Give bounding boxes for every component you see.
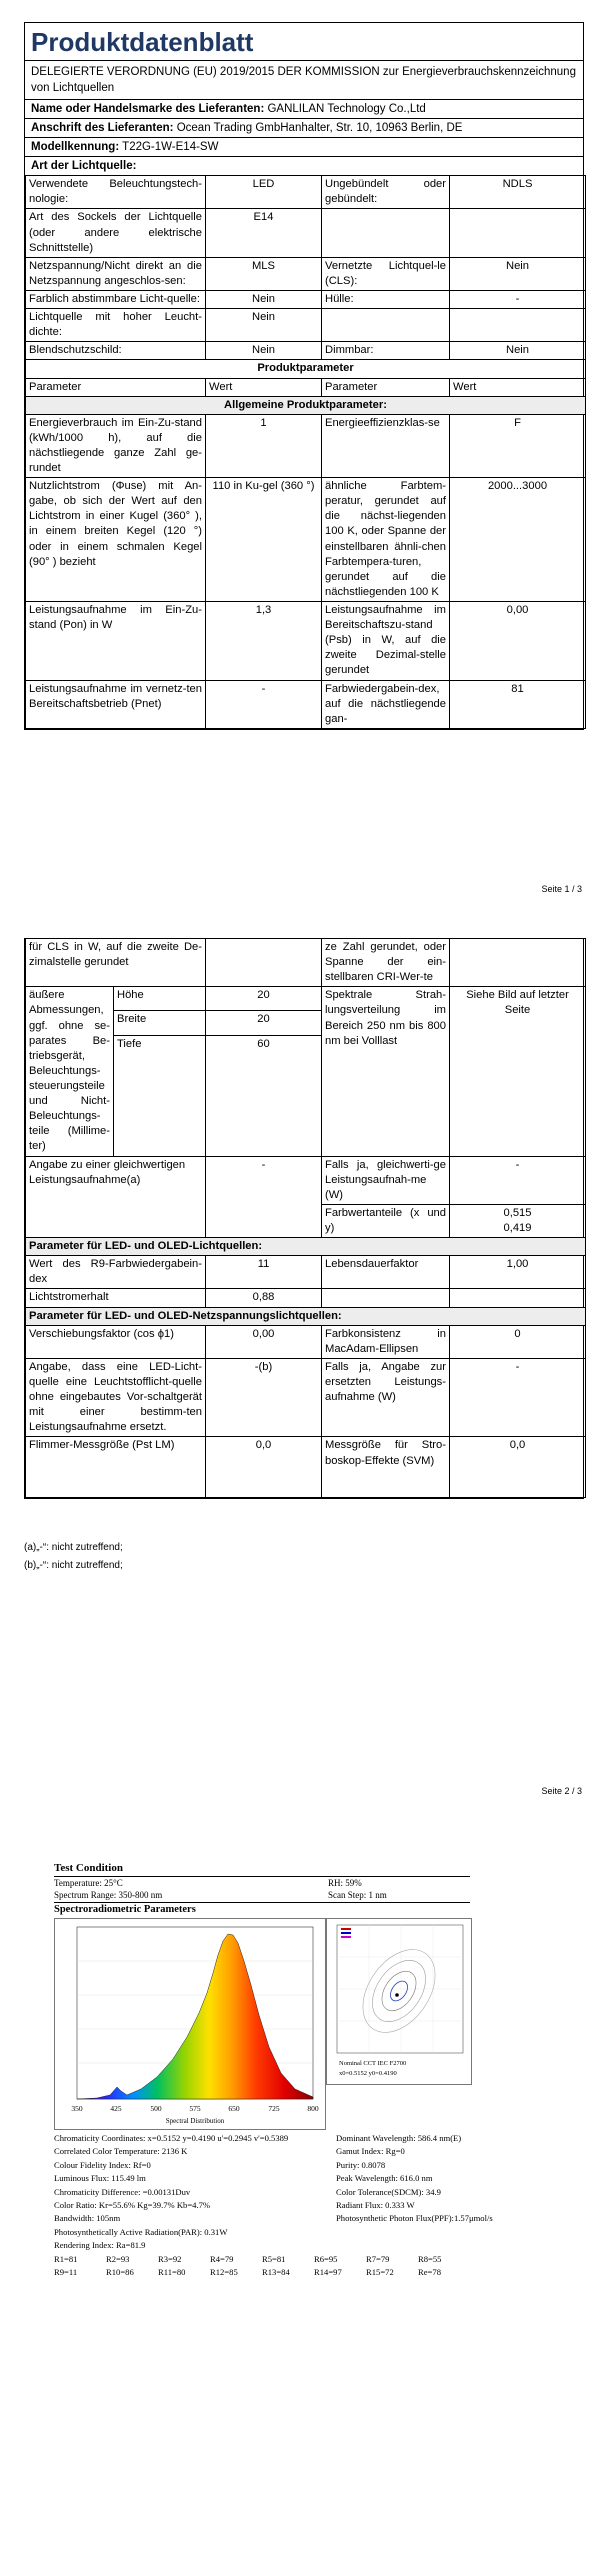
- cell: [322, 209, 450, 257]
- cell: [206, 939, 322, 987]
- result-row: [54, 2186, 493, 2199]
- supplier-address-value: Ocean Trading GmbHanhalter, Str. 10, 10963 Berlin, DE: [176, 122, 463, 135]
- cell: Vernetzte Lichtquel-le (CLS):: [322, 257, 450, 290]
- test-condition-title: Test Condition: [54, 1862, 123, 1874]
- cell: [450, 209, 586, 257]
- regulation-subtitle: DELEGIERTE VERORDNUNG (EU) 2019/2015 DER KOMMISSION zur Energieverbrauchskennzeichnung von Lichtquellen: [25, 61, 583, 100]
- page-1: [0, 0, 608, 900]
- cie-legend: [341, 1928, 351, 1938]
- cell: 1: [206, 414, 322, 477]
- cell: ähnliche Farbtem-peratur, gerundet auf die nächst-liegenden 100 K, oder Spanne der einstellbaren ähnli-chen Farbtempera-turen, gerundet auf die nächstliegenden 100 K: [322, 478, 450, 602]
- cell: Hülle:: [322, 290, 450, 308]
- result-left: Bandwidth: 105nm: [54, 2213, 121, 2224]
- cell: Messgröße für Stro-boskop-Effekte (SVM): [322, 1437, 450, 1498]
- light-source-type-header: Art der Lichtquelle:: [31, 160, 137, 173]
- cell: 1,3: [206, 602, 322, 681]
- col-header-parameter: Parameter: [26, 378, 206, 396]
- general-params-header: Allgemeine Produktparameter:: [26, 396, 586, 414]
- table-row: [26, 987, 586, 1011]
- cell: Verschiebungsfaktor (cos ϕ1): [26, 1325, 206, 1358]
- datasheet-page-2: [24, 938, 584, 1499]
- cell: Blendschutzschild:: [26, 342, 206, 360]
- spectral-distribution-value: Siehe Bild auf letzter Seite: [450, 987, 586, 1156]
- result-right: Radiant Flux: 0.333 W: [336, 2200, 415, 2211]
- cell: [450, 309, 586, 342]
- page-title: Produktdatenblatt: [25, 23, 583, 61]
- result-row: [54, 2226, 493, 2239]
- supplier-address-row: [25, 119, 583, 138]
- spectro-title: Spectroradiometric Parameters: [54, 1904, 196, 1915]
- cell: Nein: [450, 257, 586, 290]
- r-value: R13=84: [262, 2267, 290, 2278]
- supplier-name-value: GANLILAN Technology Co.,Ltd: [267, 103, 426, 116]
- result-row: [54, 2212, 493, 2225]
- col-header-value: Wert: [206, 378, 322, 396]
- r-values-row-1: [54, 2253, 493, 2266]
- led-params-header: Parameter für LED- und OLED-Lichtquellen:: [26, 1238, 586, 1256]
- cell: Nein: [206, 342, 322, 360]
- r-value: R11=80: [158, 2267, 186, 2278]
- table-row: [26, 478, 586, 602]
- model-row: [25, 138, 583, 157]
- model-label: Modellkennung:: [31, 141, 120, 154]
- result-right: Photosynthetic Photon Flux(PPF):1.57μmol/s: [336, 2213, 493, 2224]
- cell: F: [450, 414, 586, 477]
- cell: Dimmbar:: [322, 342, 450, 360]
- x-axis-label: Spectral Distribution: [165, 2117, 225, 2125]
- mains-params-header: Parameter für LED- und OLED-Netzspannungslichtquellen:: [26, 1307, 586, 1325]
- cell: Ungebündelt oder gebündelt:: [322, 176, 450, 209]
- cell: Falls ja, Angabe zur ersetzten Leistungs-aufnahme (W): [322, 1358, 450, 1437]
- cell: Farbwiedergabein-dex, auf die nächstliegende gan-: [322, 680, 450, 728]
- depth-label: Tiefe: [114, 1035, 206, 1156]
- x-tick: 425: [110, 2104, 122, 2113]
- cell: Art des Sockels der Lichtquelle (oder andere elektrische Schnittstelle): [26, 209, 206, 257]
- r-value: R9=11: [54, 2267, 78, 2278]
- divider: [54, 1902, 470, 1903]
- table-row: [26, 1156, 586, 1204]
- table-row: [26, 309, 586, 342]
- table-row: [26, 1289, 586, 1307]
- height-label: Höhe: [114, 987, 206, 1011]
- cell: E14: [206, 209, 322, 257]
- cell: 0,0: [206, 1437, 322, 1498]
- cell: Angabe, dass eine LED-Licht-quelle eine Leuchtstofflicht-quelle ohne eingebautes Vor-schaltgerät mit einer bestimm-ten Leistungsaufnahme ersetzt.: [26, 1358, 206, 1437]
- r-values-row-2: [54, 2266, 493, 2279]
- table-row: [26, 1238, 586, 1256]
- cell: [450, 1289, 586, 1307]
- cell: LED: [206, 176, 322, 209]
- x-axis-ticks: [71, 2104, 319, 2113]
- result-left: Photosynthetically Active Radiation(PAR): 0.31W: [54, 2226, 228, 2237]
- result-right: Gamut Index: Rg=0: [336, 2146, 405, 2157]
- cie-chromaticity-diagram: [326, 1918, 472, 2085]
- r-value: R7=79: [366, 2253, 390, 2264]
- cell: Lebensdauerfaktor: [322, 1256, 450, 1289]
- cell: NDLS: [450, 176, 586, 209]
- cell: 0,0: [450, 1437, 586, 1498]
- cie-coordinates: x0=0.5152 y0=0.4190: [339, 2070, 397, 2077]
- cell: Lichtstromerhalt: [26, 1289, 206, 1307]
- page-3: [0, 1800, 608, 2560]
- cell: Verwendete Beleuchtungstech-nologie:: [26, 176, 206, 209]
- table-row: [26, 939, 586, 987]
- model-value: T22G-1W-E14-SW: [122, 141, 219, 154]
- table-row: [26, 290, 586, 308]
- cell: [322, 1289, 450, 1307]
- cell: Farbkonsistenz in MacAdam-Ellipsen: [322, 1325, 450, 1358]
- cell: Falls ja, gleichwerti-ge Leistungsaufnah-me (W): [322, 1156, 450, 1204]
- chromaticity-x: 0,515: [503, 1206, 532, 1219]
- table-row: [26, 396, 586, 414]
- chromaticity-values: [450, 1204, 586, 1237]
- result-row: [54, 2145, 493, 2158]
- table-row: [26, 1325, 586, 1358]
- measurement-results: [54, 2132, 493, 2279]
- col-header-parameter: Parameter: [322, 378, 450, 396]
- cell: [450, 939, 586, 987]
- chromaticity-label: Farbwertanteile (x und y): [322, 1204, 450, 1237]
- r-value: R15=72: [366, 2267, 394, 2278]
- result-left: Colour Fidelity Index: Rf=0: [54, 2159, 151, 2170]
- product-params-header: Produktparameter: [26, 360, 586, 378]
- cell: -(b): [206, 1358, 322, 1437]
- cell: 0: [450, 1325, 586, 1358]
- result-right: Dominant Wavelength: 586.4 nm(E): [336, 2133, 462, 2143]
- x-tick: 350: [71, 2104, 83, 2113]
- col-header-value: Wert: [450, 378, 586, 396]
- cell: Nein: [206, 309, 322, 342]
- height-value: 20: [206, 987, 322, 1011]
- result-right: Peak Wavelength: 616.0 nm: [336, 2173, 433, 2184]
- table-row: [26, 1437, 586, 1498]
- result-row: [54, 2172, 493, 2185]
- result-row: [54, 2159, 493, 2172]
- r-value: R8=55: [418, 2253, 442, 2264]
- cell: -: [450, 1358, 586, 1437]
- cell: 2000...3000: [450, 478, 586, 602]
- cell: 110 in Ku-gel (360 °): [206, 478, 322, 602]
- relative-humidity: RH: 59%: [328, 1878, 362, 1888]
- footnote-b: (b)„-“: nicht zutreffend;: [24, 1560, 123, 1571]
- page-2: [0, 900, 608, 1800]
- result-left: Chromaticity Coordinates: x=0.5152 y=0.4190 u'=0.2945 v'=0.5389: [54, 2133, 289, 2143]
- table-row: [26, 342, 586, 360]
- cell: 0,00: [206, 1325, 322, 1358]
- supplier-name-label: Name oder Handelsmarke des Lieferanten:: [31, 103, 265, 116]
- cell: 11: [206, 1256, 322, 1289]
- cell: 1,00: [450, 1256, 586, 1289]
- cell: Nein: [450, 342, 586, 360]
- result-right: Color Tolerance(SDCM): 34.9: [336, 2186, 441, 2197]
- cell: Leistungsaufnahme im Ein-Zu-stand (Pon) in W: [26, 602, 206, 681]
- table-row: [26, 176, 586, 209]
- cell: Wert des R9-Farbwiedergabein-dex: [26, 1256, 206, 1289]
- cell: -: [450, 290, 586, 308]
- params-table-continued: [25, 938, 586, 1498]
- temperature: Temperature: 25°C: [54, 1878, 123, 1888]
- table-row: [26, 1307, 586, 1325]
- page-number: Seite 1 / 3: [541, 884, 582, 894]
- table-row: [26, 378, 586, 396]
- supplier-address-label: Anschrift des Lieferanten:: [31, 122, 174, 135]
- cie-caption: Nominal CCT IEC F2700: [339, 2060, 407, 2067]
- x-tick: 500: [150, 2104, 162, 2113]
- result-right: Purity: 0.8078: [336, 2159, 386, 2170]
- table-row: [26, 680, 586, 728]
- r-value: R12=85: [210, 2267, 238, 2278]
- cell: 0,00: [450, 602, 586, 681]
- result-row: [54, 2199, 493, 2212]
- x-tick: 800: [307, 2104, 319, 2113]
- cell: ze Zahl gerundet, oder Spanne der ein-stellbaren CRI-Wer-te: [322, 939, 450, 987]
- cell: -: [206, 680, 322, 728]
- cell: Leistungsaufnahme im vernetz-ten Bereitschaftsbetrieb (Pnet): [26, 680, 206, 728]
- scan-step: Scan Step: 1 nm: [328, 1890, 387, 1900]
- cie-svg: [327, 1919, 471, 2084]
- cell: -: [206, 1156, 322, 1238]
- cell: Energieverbrauch im Ein-Zu-stand (kWh/1000 h), auf die nächstliegende ganze Zahl ge-rundet: [26, 414, 206, 477]
- r-value: R2=93: [106, 2253, 130, 2264]
- equivalent-power-text: Angabe zu einer gleichwertigen Leistungsaufnahme(a): [29, 1158, 186, 1186]
- cell: [322, 309, 450, 342]
- equivalent-power-label: [26, 1156, 206, 1238]
- r-value: Re=78: [418, 2267, 441, 2278]
- r-value: R1=81: [54, 2253, 78, 2264]
- cell: Netzspannung/Nicht direkt an die Netzspannung angeschlos-sen:: [26, 257, 206, 290]
- cell: -: [450, 1156, 586, 1204]
- r-value: R4=79: [210, 2253, 234, 2264]
- dimensions-label: äußere Abmessungen, ggf. ohne se-parates Be-triebsgerät, Beleuchtungs-steuerungsteile und Nicht-Beleuchtungs-teile (Millime-ter): [26, 987, 114, 1156]
- chromaticity-y: 0,419: [503, 1221, 532, 1234]
- table-row: [26, 602, 586, 681]
- r-value: R14=97: [314, 2267, 342, 2278]
- divider: [54, 1876, 470, 1877]
- spectrum-range: Spectrum Range: 350-800 nm: [54, 1890, 163, 1900]
- width-label: Breite: [114, 1011, 206, 1035]
- cell: Energieeffizienzklas-se: [322, 414, 450, 477]
- cell: für CLS in W, auf die zweite De-zimalstelle gerundet: [26, 939, 206, 987]
- spectral-distribution-chart: [54, 1918, 326, 2130]
- r-value: R3=92: [158, 2253, 182, 2264]
- result-left: Chromaticity Difference: =0.00131Duv: [54, 2186, 191, 2197]
- cell: Lichtquelle mit hoher Leucht-dichte:: [26, 309, 206, 342]
- r-value: R6=95: [314, 2253, 338, 2264]
- depth-value: 60: [206, 1035, 322, 1156]
- x-tick: 725: [268, 2104, 280, 2113]
- table-row: [26, 257, 586, 290]
- light-source-type-table: [25, 175, 586, 729]
- rendering-index: Rendering Index: Ra=81.9: [54, 2240, 146, 2251]
- table-row: [26, 1358, 586, 1437]
- datasheet-page-1: [24, 22, 584, 730]
- table-row: [26, 414, 586, 477]
- cell: 0,88: [206, 1289, 322, 1307]
- footnote-a: (a)„-“: nicht zutreffend;: [24, 1542, 123, 1553]
- cell: Nutzlichtstrom (Φuse) mit An-gabe, ob sich der Wert auf den Lichtstrom in einer Kugel (360° ), in einem breiten Kegel (120 °) oder in einem schmalen Kegel (90° ) bezieht: [26, 478, 206, 602]
- supplier-name-row: [25, 100, 583, 119]
- table-row: [26, 1256, 586, 1289]
- cell: MLS: [206, 257, 322, 290]
- table-row: [26, 360, 586, 378]
- cell: 81: [450, 680, 586, 728]
- measured-point: [395, 1993, 399, 1997]
- table-row: [26, 209, 586, 257]
- cell: Leistungsaufnahme im Bereitschaftszu-stand (Psb) in W, auf die zweite Dezimal-stelle gerundet: [322, 602, 450, 681]
- cell: Flimmer-Messgröße (Pst LM): [26, 1437, 206, 1498]
- r-value: R10=86: [106, 2267, 134, 2278]
- width-value: 20: [206, 1011, 322, 1035]
- spectrum-svg: [55, 1919, 325, 2129]
- result-left: Luminous Flux: 115.49 lm: [54, 2173, 146, 2184]
- result-left: Correlated Color Temperature: 2136 K: [54, 2146, 188, 2157]
- x-tick: 575: [189, 2104, 201, 2113]
- result-row: [54, 2132, 493, 2145]
- x-tick: 650: [228, 2104, 240, 2113]
- r-value: R5=81: [262, 2253, 286, 2264]
- cell: Farblich abstimmbare Licht-quelle:: [26, 290, 206, 308]
- cell: Nein: [206, 290, 322, 308]
- result-left: Color Ratio: Kr=55.6% Kg=39.7% Kb=4.7%: [54, 2200, 211, 2211]
- spectral-distribution-label: Spektrale Strah-lungsverteilung im Bereich 250 nm bis 800 nm bei Volllast: [322, 987, 450, 1156]
- page-number: Seite 2 / 3: [541, 1786, 582, 1796]
